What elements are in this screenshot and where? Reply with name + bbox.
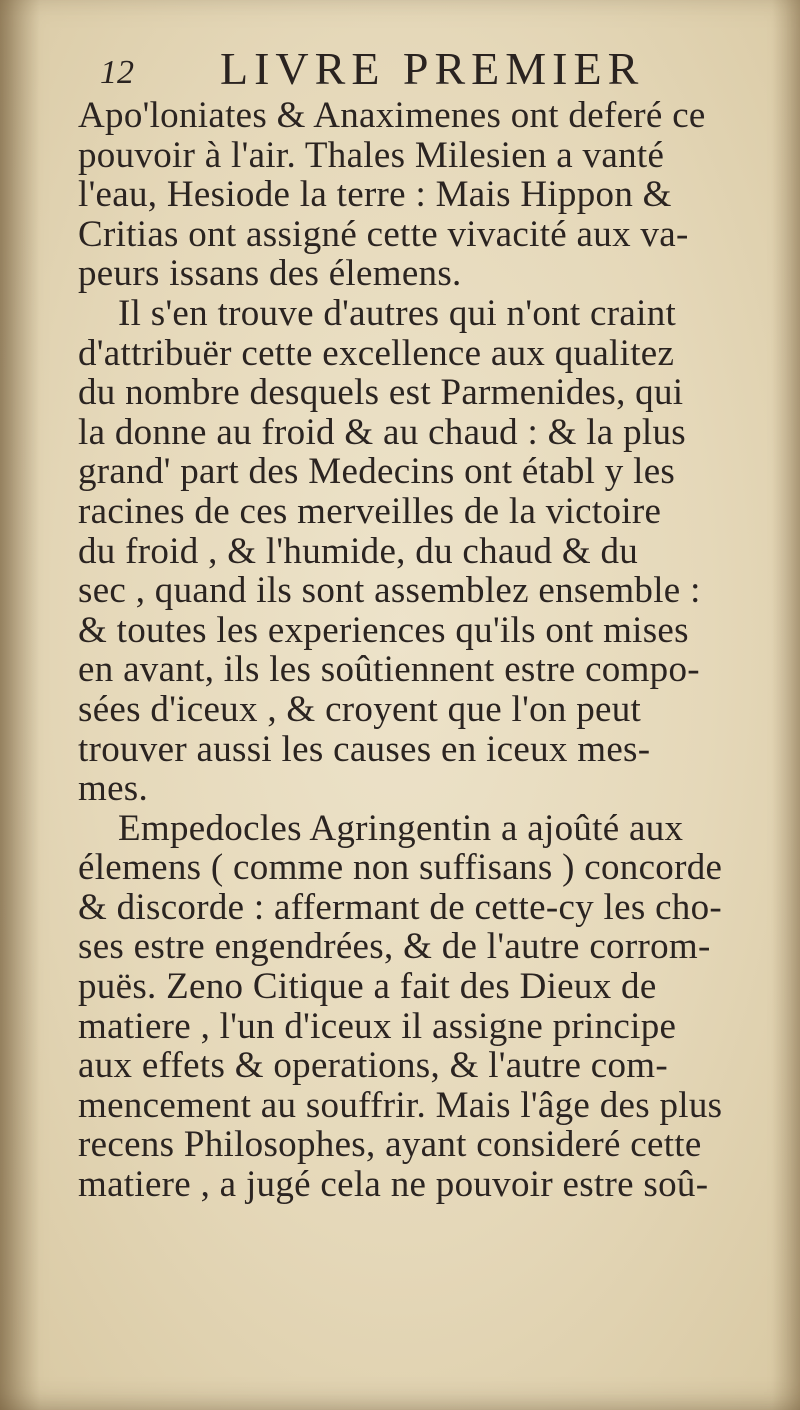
paragraph-start-line: Empedocles Agringentin a ajoûté aux [118, 807, 684, 849]
text-line: d'attribuër cette excellence aux qualitez [78, 332, 675, 374]
text-line: l'eau, Hesiode la terre : Mais Hippon & [78, 174, 672, 216]
page-number: 12 [100, 54, 134, 91]
text-line: pouvoir à l'air. Thales Milesien a vanté [78, 134, 665, 176]
text-line: aux effets & operations, & l'autre com- [78, 1045, 668, 1087]
text-line: racines de ces merveilles de la victoire [78, 490, 662, 532]
text-line: recens Philosophes, ayant consideré cette [78, 1124, 702, 1166]
text-line: Apo'loniates & Anaximenes ont deferé ce [78, 95, 706, 136]
text-line: grand' part des Medecins ont établ y les [78, 451, 676, 493]
running-head: LIVRE PREMIER [220, 43, 645, 94]
text-line: du froid , & l'humide, du chaud & du [78, 530, 639, 572]
text-line: mencement au souffrir. Mais l'âge des plus [78, 1084, 723, 1126]
text-line: sec , quand ils sont assemblez ensemble : [78, 570, 701, 612]
text-line: du nombre desquels est Parmenides, qui [78, 372, 684, 414]
text-line: & toutes les experiences qu'ils ont mises [78, 609, 689, 651]
page-header [100, 42, 700, 98]
text-line: sées d'iceux , & croyent que l'on peut [78, 688, 642, 730]
paragraph-start-line: Il s'en trouve d'autres qui n'ont craint [118, 292, 677, 334]
text-line: élemens ( comme non suffisans ) concorde [78, 847, 723, 889]
body-text [78, 96, 778, 1205]
text-line: mes. [78, 768, 149, 810]
text-line: ses estre engendrées, & de l'autre corrom- [78, 926, 711, 968]
text-line: puës. Zeno Citique a fait des Dieux de [78, 966, 657, 1008]
text-line: Critias ont assigné cette vivacité aux va- [78, 213, 689, 255]
text-line: en avant, ils les soûtiennent estre compo- [78, 649, 700, 691]
text-line: & discorde : affermant de cette-cy les cho- [78, 886, 723, 928]
text-line: trouver aussi les causes en iceux mes- [78, 728, 651, 770]
text-line: matiere , l'un d'iceux il assigne principe [78, 1005, 677, 1047]
page-gutter-shadow [0, 0, 40, 1410]
text-line: la donne au froid & au chaud : & la plus [78, 411, 686, 453]
text-line: matiere , a jugé cela ne pouvoir estre soû- [78, 1164, 709, 1206]
text-line: peurs issans des élemens. [78, 253, 462, 295]
